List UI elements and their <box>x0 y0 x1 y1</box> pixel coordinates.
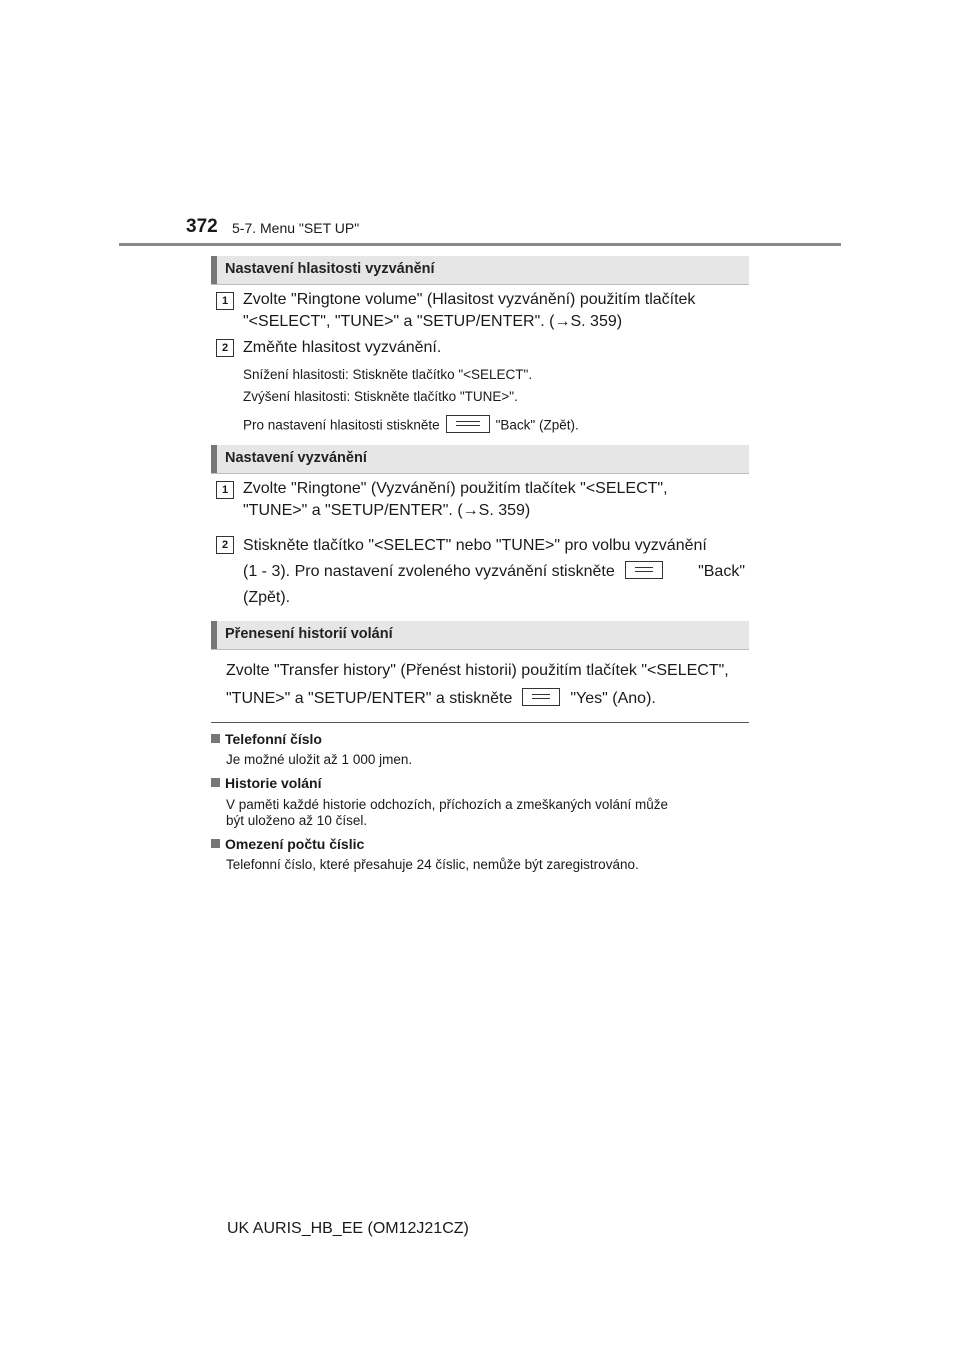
info-title: Omezení počtu číslic <box>211 836 364 852</box>
header-divider <box>119 243 841 246</box>
step-text <box>243 478 745 522</box>
square-bullet-icon <box>211 734 220 743</box>
step-line: "<SELECT", "TUNE>" a "SETUP/ENTER". (→S. 359) <box>243 313 623 330</box>
info-body: V paměti každé historie odchozích, příchozích a zmeškaných volání může být uloženo až 10 čísel. <box>226 797 668 828</box>
info-body: Telefonní číslo, které přesahuje 24 číslic, nemůže být zaregistrováno. <box>226 857 639 872</box>
finish-text-before: Pro nastavení hlasitosti stiskněte <box>243 417 440 433</box>
transfer-line: Zvolte "Transfer history" (Přenést historii) použitím tlačítek "<SELECT", <box>226 662 729 679</box>
chapter-title: 5-7. Menu "SET UP" <box>232 220 360 236</box>
step-text <box>243 289 745 333</box>
info-title: Telefonní číslo <box>211 731 322 747</box>
step-line: Zvolte "Ringtone volume" (Hlasitost vyzvánění) použitím tlačítek <box>243 291 696 308</box>
step-text <box>243 533 745 611</box>
step-line: Zvolte "Ringtone" (Vyzvánění) použitím tlačítek "<SELECT", <box>243 480 668 497</box>
transfer-line: "TUNE>" a "SETUP/ENTER" a stiskněte "Yes" (Ano). <box>226 685 746 713</box>
square-bullet-icon <box>211 778 220 787</box>
step-badge: 1 <box>216 481 234 499</box>
step-text: Změňte hlasitost vyzvánění. <box>243 339 442 356</box>
step-line: Stiskněte tlačítko "<SELECT" nebo "TUNE>" pro volbu vyzvánění <box>243 537 707 554</box>
step-line <box>243 559 745 585</box>
section-header-bar <box>211 256 217 284</box>
section-title: Přenesení historií volání <box>225 626 393 642</box>
step-line: (Zpět). <box>243 589 291 606</box>
step-badge: 1 <box>216 292 234 310</box>
page-number: 372 <box>186 216 218 237</box>
info-body: Je možné uložit až 1 000 jmen. <box>226 752 413 767</box>
transfer-text <box>226 657 746 713</box>
section-header-bar <box>211 621 217 649</box>
document-code: UK AURIS_HB_EE (OM12J21CZ) <box>227 1220 469 1237</box>
finish-line <box>243 417 579 435</box>
step-line-part: "Back" <box>698 563 745 580</box>
back-button-icon <box>625 561 663 579</box>
step-line-part: (1 - 3). Pro nastavení zvoleného vyzvánění stiskněte <box>243 559 669 585</box>
step-badge: 2 <box>216 536 234 554</box>
section-header-transfer-history <box>211 621 749 650</box>
note-line: Snížení hlasitosti: Stiskněte tlačítko "<SELECT". <box>243 367 533 382</box>
finish-text-after: "Back" (Zpět). <box>495 417 579 433</box>
back-button-icon <box>446 415 490 433</box>
section-title: Nastavení hlasitosti vyzvánění <box>225 261 435 277</box>
info-title: Historie volání <box>211 775 321 791</box>
section-header-ringtone <box>211 445 749 474</box>
section-title: Nastavení vyzvánění <box>225 450 367 466</box>
step-badge: 2 <box>216 339 234 357</box>
section-header-ringtone-volume <box>211 256 749 285</box>
section-header-bar <box>211 445 217 473</box>
info-divider <box>211 722 749 723</box>
square-bullet-icon <box>211 839 220 848</box>
yes-button-icon <box>522 688 560 706</box>
note-line: Zvýšení hlasitosti: Stiskněte tlačítko "TUNE>". <box>243 389 518 404</box>
step-line: "TUNE>" a "SETUP/ENTER". (→S. 359) <box>243 502 531 519</box>
